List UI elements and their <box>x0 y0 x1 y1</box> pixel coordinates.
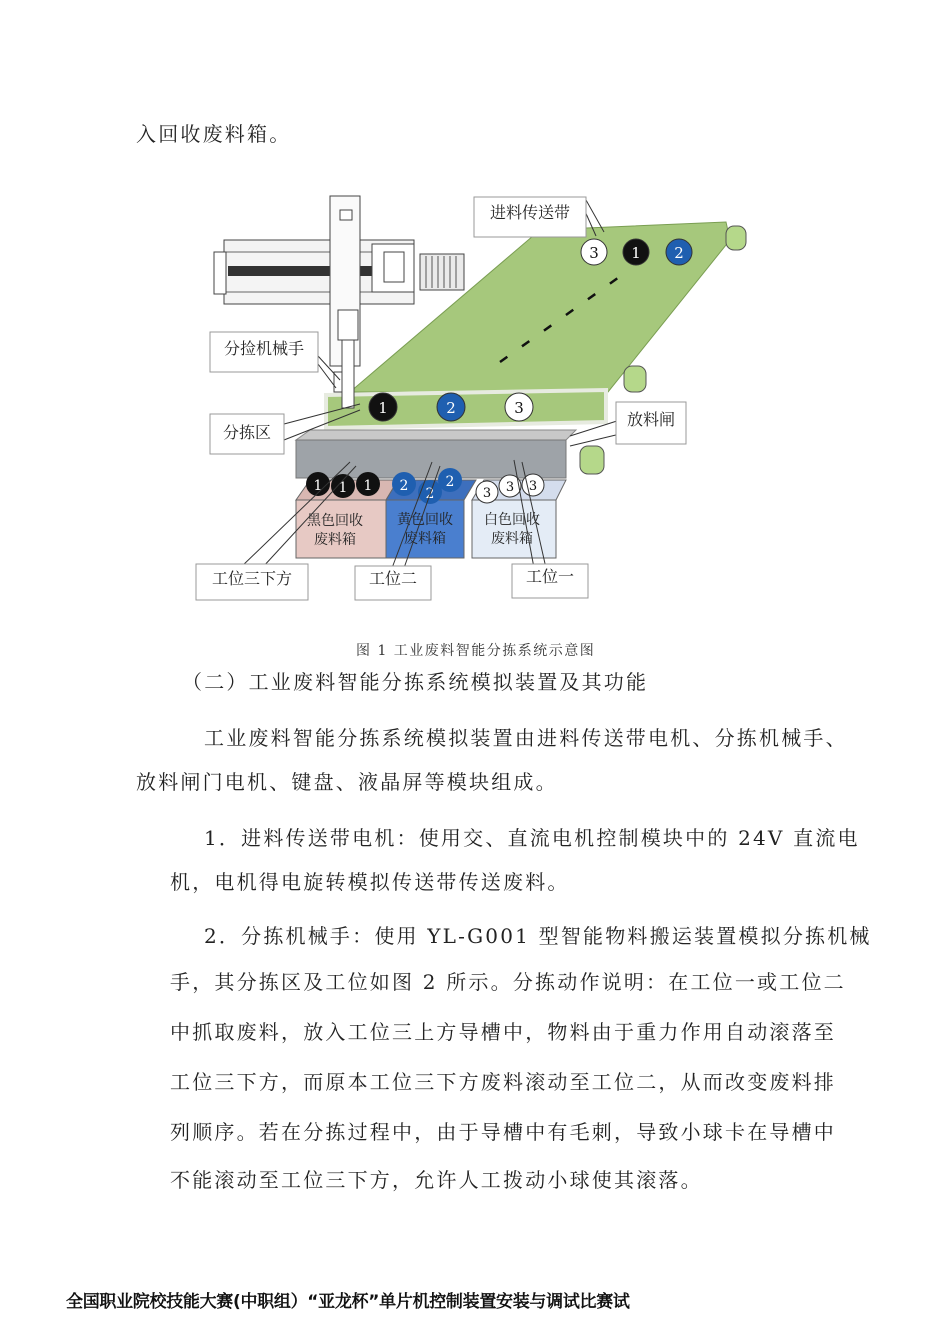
ball-label: 3 <box>514 399 524 417</box>
top-line: 入回收废料箱。 <box>136 122 292 146</box>
bin-yellow-label: 废料箱 <box>404 531 446 547</box>
intro-line: 放料闸门电机、键盘、液晶屏等模块组成。 <box>136 770 558 794</box>
roller-low <box>580 446 604 474</box>
bin-black-label: 黑色回收 <box>307 513 363 529</box>
ball-label: 3 <box>589 244 599 262</box>
ball-label: 2 <box>674 244 684 262</box>
figure-caption: 图 1 工业废料智能分拣系统示意图 <box>356 643 596 659</box>
bin-white-label: 废料箱 <box>491 531 533 547</box>
item2-line: 2．分拣机械手：使用 YL-G001 型智能物料搬运装置模拟分拣机械 <box>204 924 872 948</box>
robot-arm-label: 分捡机械手 <box>223 339 305 358</box>
ball-label: 1 <box>313 478 323 494</box>
ball-label: 2 <box>425 486 435 502</box>
item1-line: 机，电机得电旋转模拟传送带传送废料。 <box>170 870 570 894</box>
item2-line: 不能滚动至工位三下方，允许人工拨动小球使其滚落。 <box>170 1168 703 1192</box>
roller-top <box>726 226 746 250</box>
ball-label: 1 <box>631 244 641 262</box>
ball-label: 3 <box>505 480 515 495</box>
pos1-label: 工位一 <box>525 567 575 586</box>
bin-white <box>472 500 556 558</box>
item2-line: 手，其分拣区及工位如图 2 所示。分拣动作说明：在工位一或工位二 <box>170 970 846 994</box>
sort-zone-label: 分拣区 <box>222 423 272 442</box>
sort-band <box>326 390 606 428</box>
item1-line: 1．进料传送带电机：使用交、直流电机控制模块中的 24V 直流电 <box>204 826 860 850</box>
roller-mid <box>624 366 646 392</box>
sorting-system-diagram <box>190 185 770 610</box>
feed-belt-label: 进料传送带 <box>489 203 571 222</box>
bin-yellow-label: 黄色回收 <box>397 512 453 528</box>
page-footer: 全国职业院校技能大赛(中职组）“亚龙杯”单片机控制装置安装与调试比赛试 <box>66 1292 630 1312</box>
ball-label: 2 <box>445 474 455 490</box>
ball-label: 3 <box>482 486 492 501</box>
ball-label: 2 <box>446 399 456 417</box>
ball-label: 3 <box>528 479 538 494</box>
bin-black <box>296 500 386 558</box>
ball-label: 1 <box>378 399 388 417</box>
bin-white-label: 白色回收 <box>484 512 540 528</box>
item2-line: 中抓取废料，放入工位三上方导槽中，物料由于重力作用自动滚落至 <box>170 1020 836 1044</box>
item2-line: 列顺序。若在分拣过程中，由于导槽中有毛刺，导致小球卡在导槽中 <box>170 1120 836 1144</box>
ball-label: 2 <box>399 478 409 494</box>
ball-label: 1 <box>338 480 348 496</box>
gate-bar-front <box>296 440 566 478</box>
pos2-label: 工位二 <box>368 569 418 588</box>
pos3-label: 工位三下方 <box>211 569 293 588</box>
intro-line: 工业废料智能分拣系统模拟装置由进料传送带电机、分拣机械手、 <box>204 726 848 750</box>
gate-bar <box>296 430 576 440</box>
item2-line: 工位三下方，而原本工位三下方废料滚动至工位二，从而改变废料排 <box>170 1070 836 1094</box>
section-heading: （二）工业废料智能分拣系统模拟装置及其功能 <box>182 670 649 694</box>
gate-label: 放料闸 <box>626 410 676 429</box>
bin-black-label: 废料箱 <box>314 532 356 548</box>
ball-label: 1 <box>363 478 373 494</box>
